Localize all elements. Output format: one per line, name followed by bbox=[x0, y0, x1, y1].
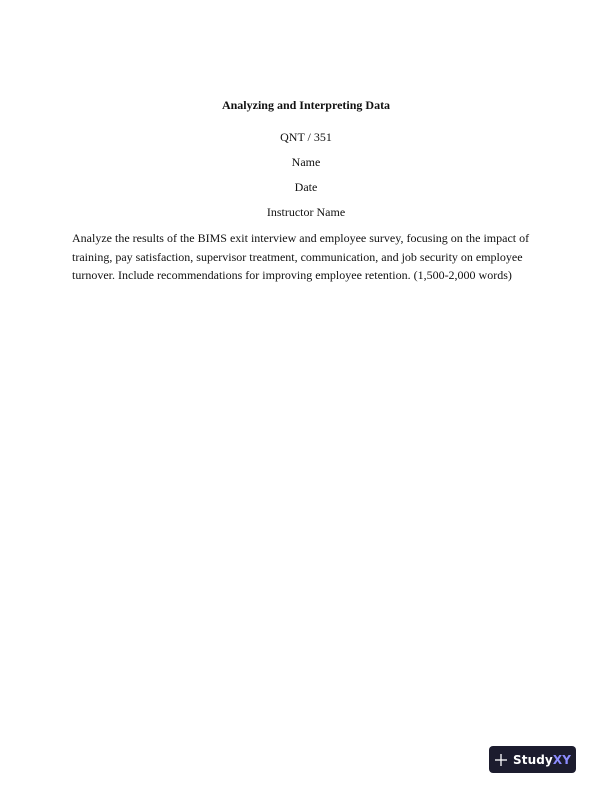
logo-text bbox=[513, 753, 571, 767]
course-code: QNT / 351 bbox=[280, 130, 332, 144]
date-line: Date bbox=[294, 180, 318, 194]
plus-icon bbox=[494, 753, 508, 767]
document-title: Analyzing and Interpreting Data bbox=[221, 98, 391, 112]
logo-text-accent: XY bbox=[552, 752, 571, 767]
instructor-name: Instructor Name bbox=[266, 205, 346, 219]
assignment-prompt: Analyze the results of the BIMS exit interview and employee survey, focusing on the impact of training, pay satisfaction, supervisor treatment, communication, and job security on employee turnover. Include recommendations for improving employee retention. (1,500-2,000 words) bbox=[72, 231, 530, 282]
logo-text-main: Study bbox=[513, 752, 553, 767]
studyxy-logo[interactable] bbox=[489, 746, 576, 773]
student-name: Name bbox=[291, 155, 321, 169]
